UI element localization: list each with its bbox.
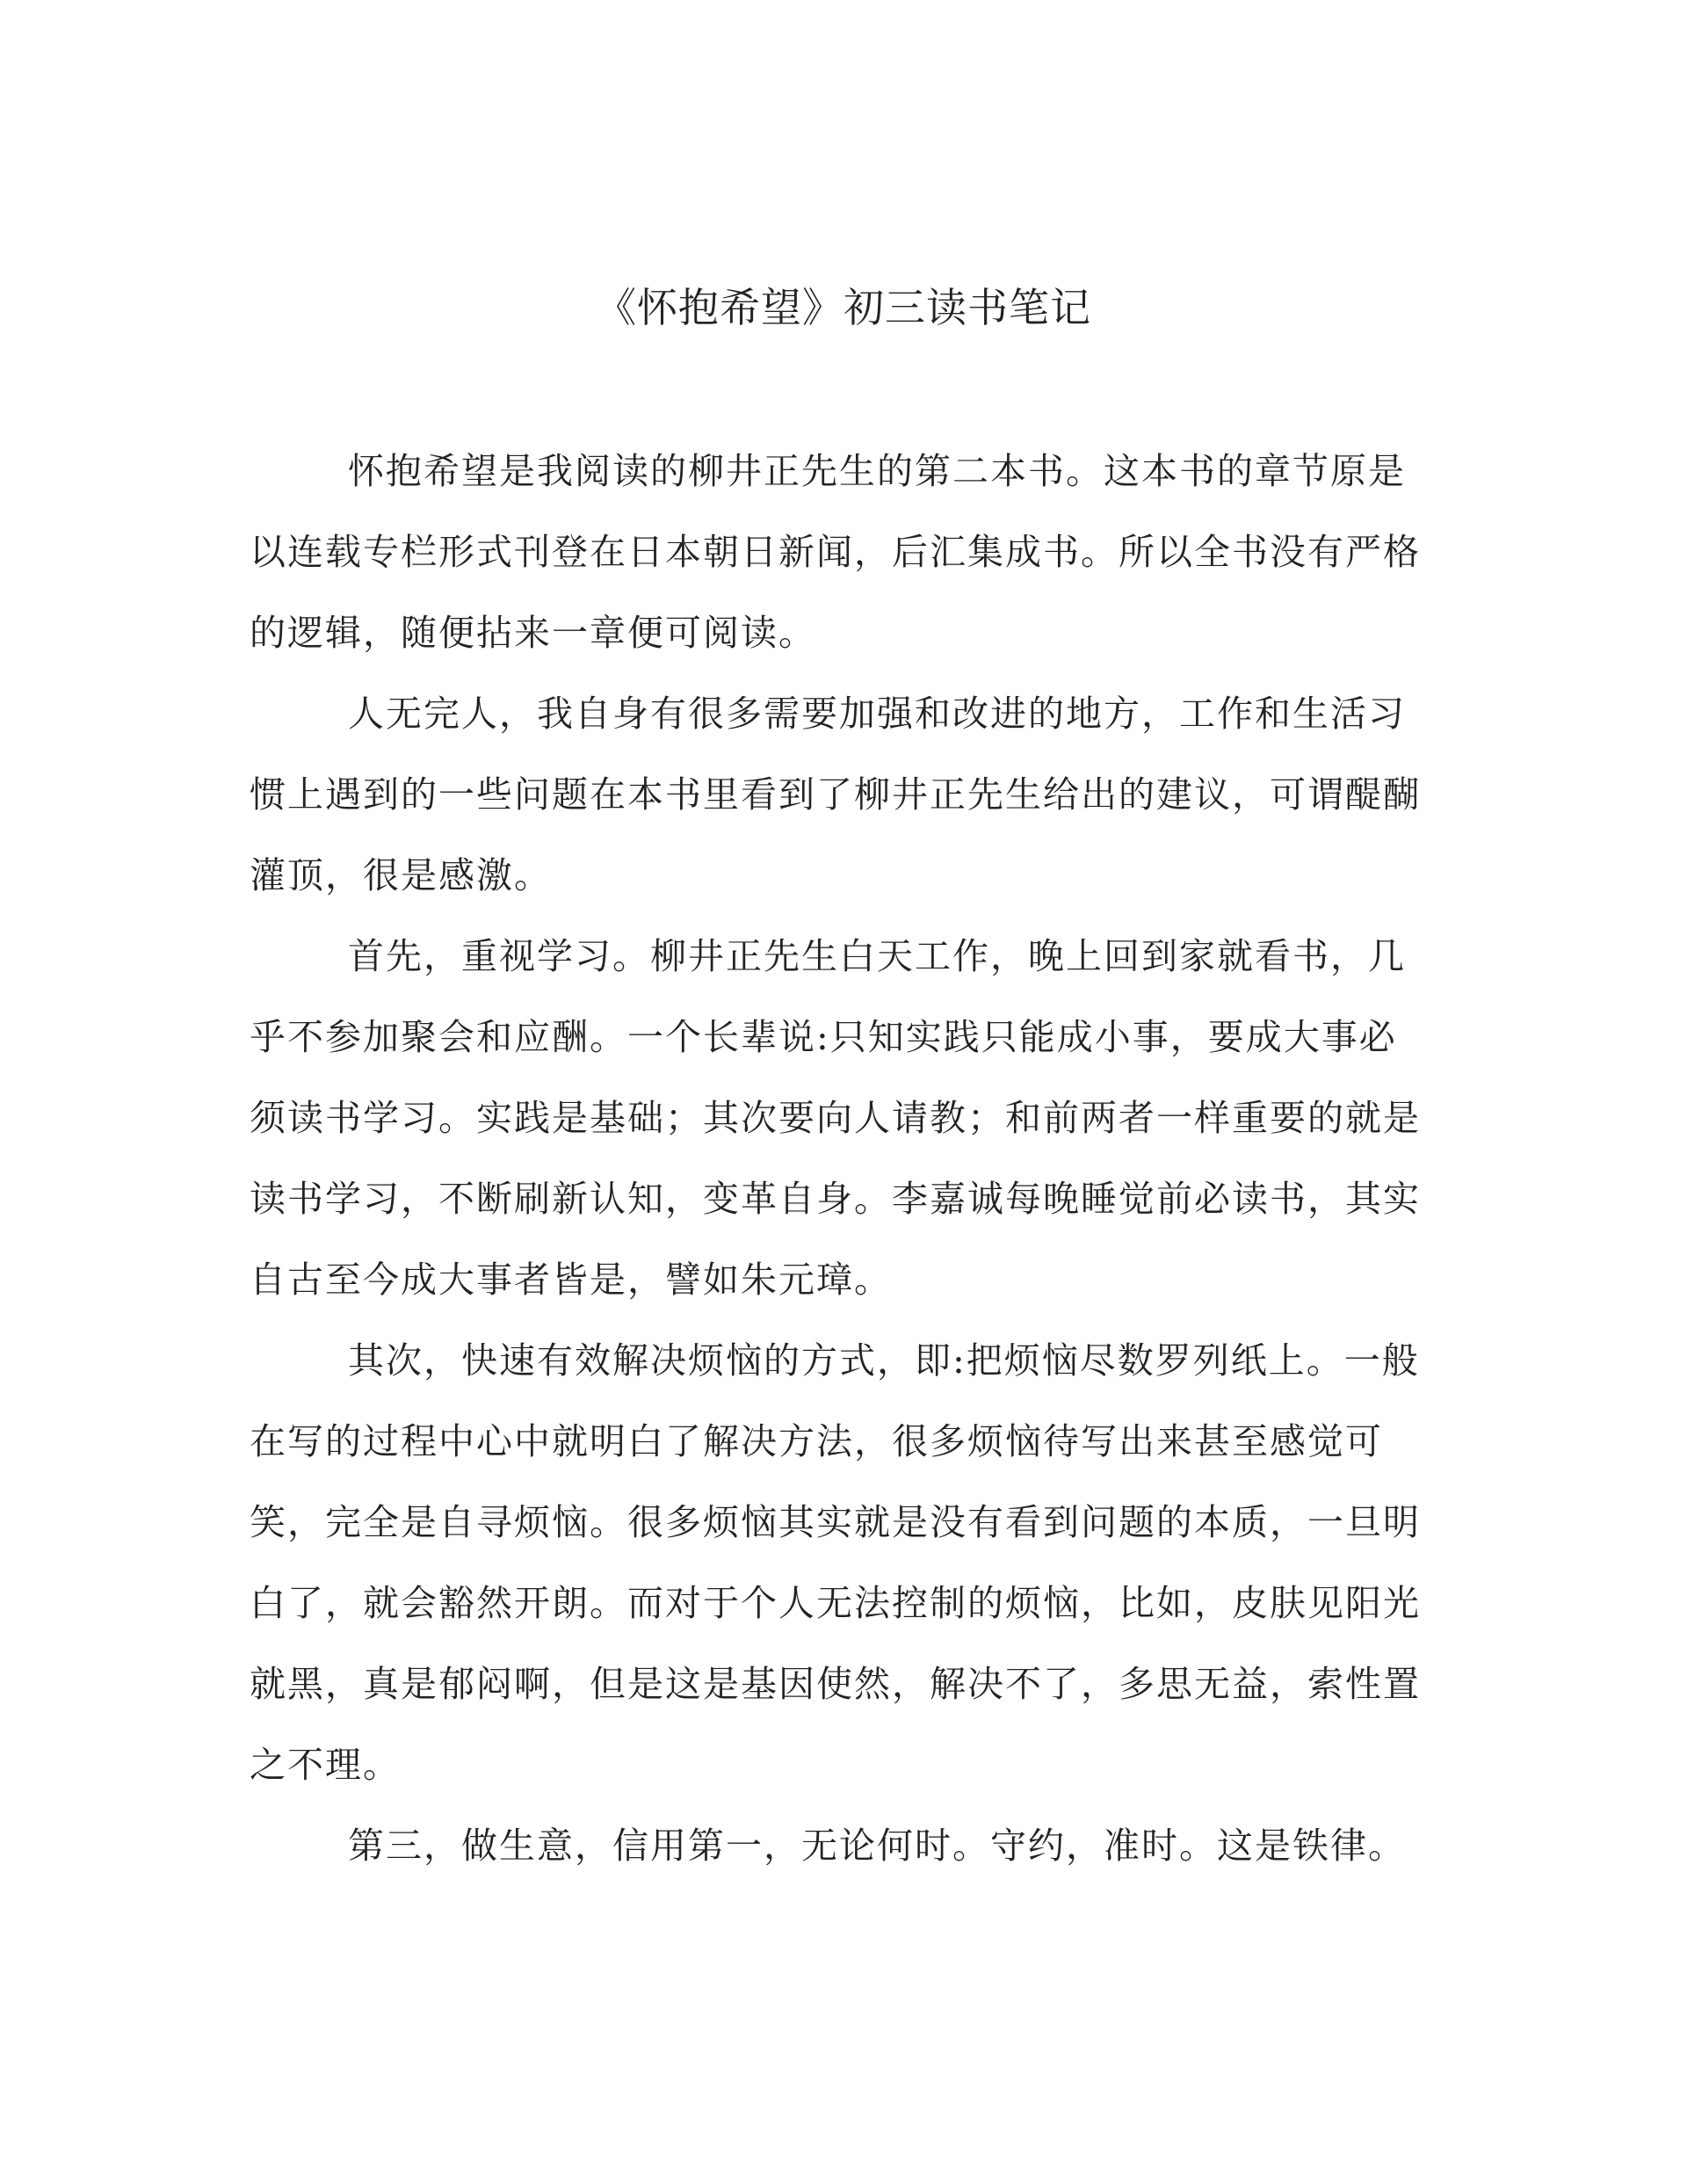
paragraph-intro: 怀抱希望是我阅读的柳井正先生的第二本书。这本书的章节原是以连载专栏形式刊登在日本朝日新闻，后汇集成书。所以全书没有严格的逻辑，随便拈来一章便可阅读。: [250, 450, 1421, 654]
paragraph-credit: 第三，做生意，信用第一，无论何时。守约，准时。这是铁律。: [348, 1825, 1406, 1867]
document-title: 《怀抱希望》初三读书笔记: [596, 284, 1091, 331]
paragraph-worries: 其次，快速有效解决烦恼的方式，即:把烦恼尽数罗列纸上。一般在写的过程中心中就明白了解决方法，很多烦恼待写出来甚至感觉可笑，完全是自寻烦恼。很多烦恼其实就是没有看到问题的本质，一旦明白了，就会豁然开朗。而对于个人无法控制的烦恼，比如，皮肤见阳光就黑，真是郁闷啊，但是这是基因使然，解决不了，多思无益，索性置之不理。: [250, 1339, 1421, 1786]
paragraph-self-improvement: 人无完人，我自身有很多需要加强和改进的地方，工作和生活习惯上遇到的一些问题在本书里看到了柳井正先生给出的建议，可谓醍醐灌顶，很是感激。: [250, 693, 1421, 896]
paragraph-learning: 首先，重视学习。柳井正先生白天工作，晚上回到家就看书，几乎不参加聚会和应酬。一个长辈说:只知实践只能成小事，要成大事必须读书学习。实践是基础；其次要向人请教；和前两者一样重要的就是读书学习，不断刷新认知，变革自身。李嘉诚每晚睡觉前必读书，其实自古至今成大事者皆是，譬如朱元璋。: [250, 935, 1421, 1301]
document-body: [250, 431, 1427, 1886]
